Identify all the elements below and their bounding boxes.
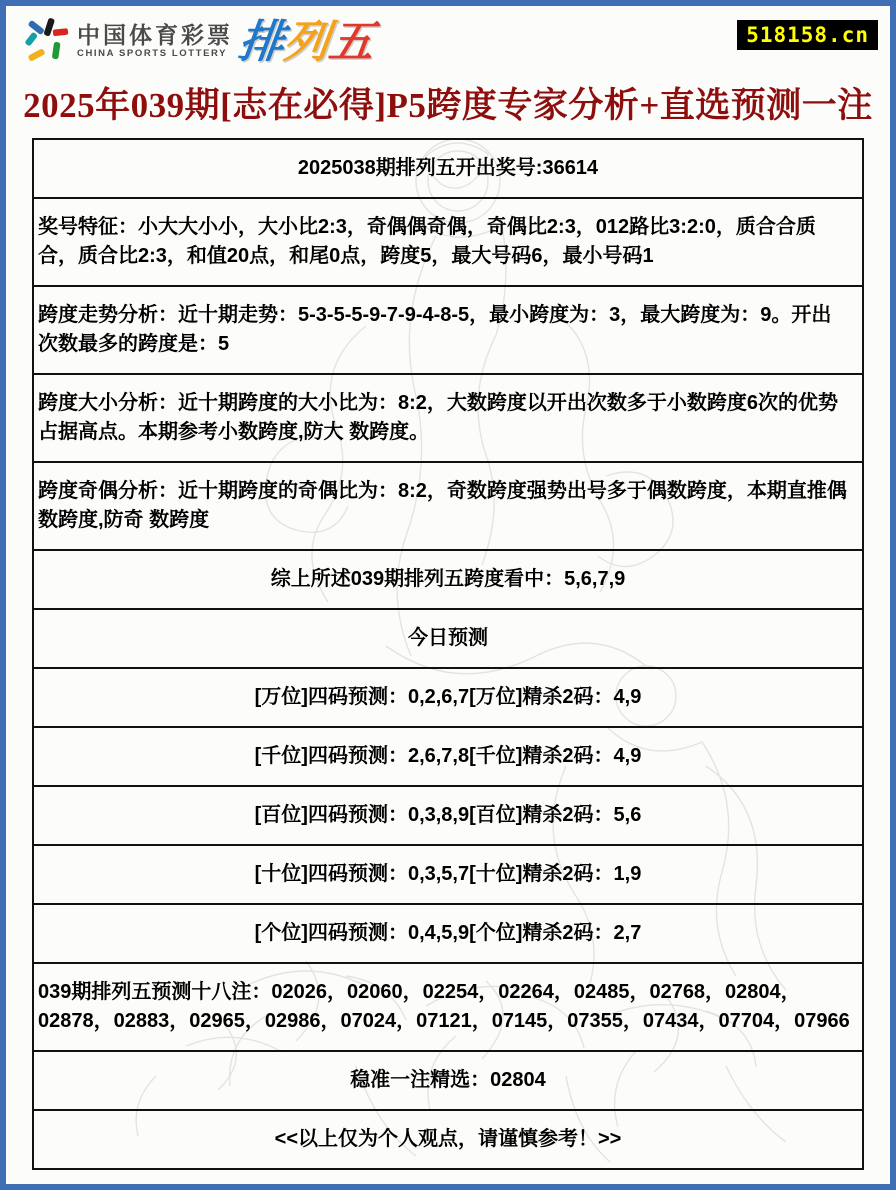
table-row: [十位]四码预测：0,3,5,7[十位]精杀2码：1,9: [34, 844, 862, 903]
china-sports-lottery-logo-icon: [22, 16, 70, 68]
brand-wordmark-pailiewu: [236, 16, 377, 68]
table-row: 跨度大小分析：近十期跨度的大小比为：8:2，大数跨度以开出次数多于小数跨度6次的优势占据高点。本期参考小数跨度,防大 数跨度。: [34, 373, 862, 461]
table-row: 039期排列五预测十八注：02026，02060，02254，02264，02485，02768，02804，02878，02883，02965，02986，07024，07121，07145，07355，07434，07704，07966: [34, 962, 862, 1050]
brand-char-wu: 五: [325, 16, 378, 67]
site-url-badge: 518158.cn: [737, 20, 878, 50]
logo-text: [77, 16, 233, 60]
table-row: [个位]四码预测：0,4,5,9[个位]精杀2码：2,7: [34, 903, 862, 962]
header: [6, 6, 890, 76]
table-row: 跨度奇偶分析：近十期跨度的奇偶比为：8:2，奇数跨度强势出号多于偶数跨度，本期直推偶数跨度,防奇 数跨度: [34, 461, 862, 549]
table-row: <<以上仅为个人观点，请谨慎参考！>>: [34, 1109, 862, 1168]
table-row: 奖号特征：小大大小小，大小比2:3，奇偶偶奇偶，奇偶比2:3，012路比3:2:0，质合合质合，质合比2:3，和值20点，和尾0点，跨度5，最大号码6，最小号码1: [34, 197, 862, 285]
brand-char-lie: 列: [280, 16, 333, 67]
brand-char-pai: 排: [235, 16, 288, 67]
analysis-table: [32, 138, 864, 1170]
table-row: 今日预测: [34, 608, 862, 667]
table-row: 2025038期排列五开出奖号:36614: [297, 157, 599, 180]
content: [6, 6, 890, 1170]
table-row: 稳准一注精选：02804: [34, 1050, 862, 1109]
table-row: [百位]四码预测：0,3,8,9[百位]精杀2码：5,6: [34, 785, 862, 844]
table-row: 跨度走势分析：近十期走势：5-3-5-5-9-7-9-4-8-5，最小跨度为：3，最大跨度为：9。开出次数最多的跨度是：5: [34, 285, 862, 373]
logo-cn-label: 中国体育彩票: [77, 22, 233, 48]
logo-en-label: CHINA SPORTS LOTTERY: [77, 48, 228, 59]
page-title: 2025年039期[志在必得]P5跨度专家分析+直选预测一注: [23, 86, 873, 125]
table-row: [万位]四码预测：0,2,6,7[万位]精杀2码：4,9: [34, 667, 862, 726]
table-row: 综上所述039期排列五跨度看中：5,6,7,9: [34, 549, 862, 608]
table-row: [千位]四码预测：2,6,7,8[千位]精杀2码：4,9: [34, 726, 862, 785]
